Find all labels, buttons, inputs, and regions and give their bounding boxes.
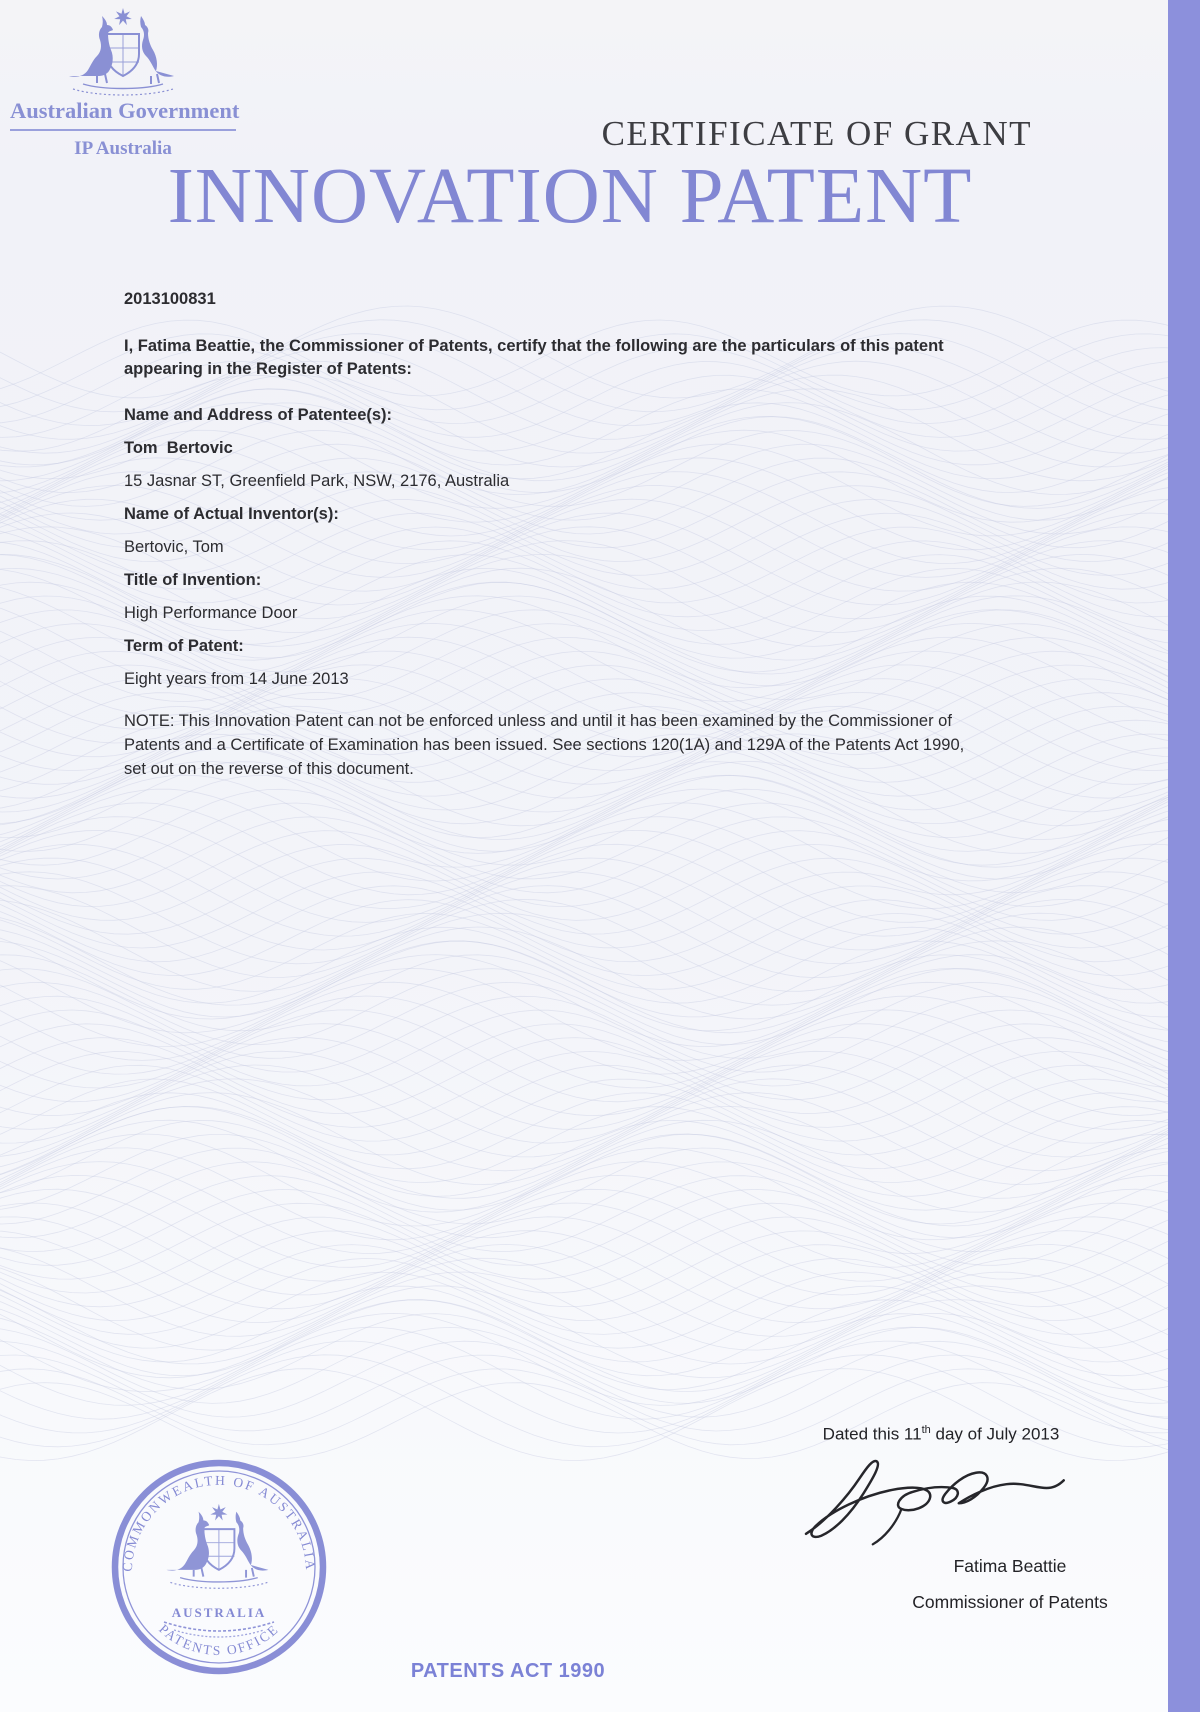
signatory-name: Fatima Beattie — [953, 1556, 1067, 1576]
seal-banner-text: AUSTRALIA — [171, 1605, 267, 1620]
agency-name: IP Australia — [74, 138, 172, 159]
australian-coat-of-arms-icon — [38, 2, 208, 98]
patentee-address: 15 Jasnar ST, Greenfield Park, NSW, 2176, Australia — [124, 472, 510, 490]
patents-office-seal — [104, 1452, 334, 1682]
seal-bottom-text: PATENTS OFFICE — [156, 1621, 282, 1659]
particulars-section — [124, 288, 980, 781]
dated-line — [745, 1424, 1137, 1445]
invention-title: High Performance Door — [124, 604, 298, 622]
patent-number: 2013100831 — [124, 290, 216, 308]
certificate-of-grant-title: CERTIFICATE OF GRANT — [601, 114, 1032, 153]
signatory-title: Commissioner of Patents — [912, 1592, 1108, 1612]
seal-top-text: COMMONWEALTH OF AUSTRALIA — [119, 1472, 319, 1573]
patents-act-label: PATENTS ACT 1990 — [410, 1660, 606, 1682]
inventor-name: Bertovic, Tom — [124, 538, 224, 556]
field-list — [124, 407, 980, 689]
government-name: Australian Government — [10, 98, 240, 123]
dated-suffix: day of July 2013 — [930, 1424, 1060, 1444]
invention-title-label: Title of Invention: — [124, 571, 262, 589]
patentee-label: Name and Address of Patentee(s): — [124, 406, 393, 424]
term-label: Term of Patent: — [124, 637, 244, 655]
note-paragraph: NOTE: This Innovation Patent can not be enforced unless and until it has been examined by the Commissioner of Patents and a Certificate of Examination has been issued. See sections 120(1A) and 129A of the Patents Act 1990, set out on the reverse of this document. — [124, 711, 965, 778]
seal-coat-of-arms-icon — [167, 1504, 269, 1588]
term-value: Eight years from 14 June 2013 — [124, 670, 349, 688]
dated-ordinal: th — [921, 1424, 931, 1436]
dated-prefix: Dated this 11 — [822, 1424, 922, 1444]
header-divider — [10, 129, 236, 131]
innovation-patent-title: INNOVATION PATENT — [167, 153, 973, 240]
inventor-label: Name of Actual Inventor(s): — [124, 505, 339, 523]
decorative-side-band — [1168, 0, 1200, 1712]
header-crest-block — [10, 2, 240, 160]
patentee-name: Tom Bertovic — [124, 439, 233, 457]
intro-paragraph: I, Fatima Beattie, the Commissioner of Patents, certify that the following are the particulars of this patent appearing in the Register of Patents: — [124, 337, 944, 378]
signature-icon — [782, 1446, 1082, 1551]
